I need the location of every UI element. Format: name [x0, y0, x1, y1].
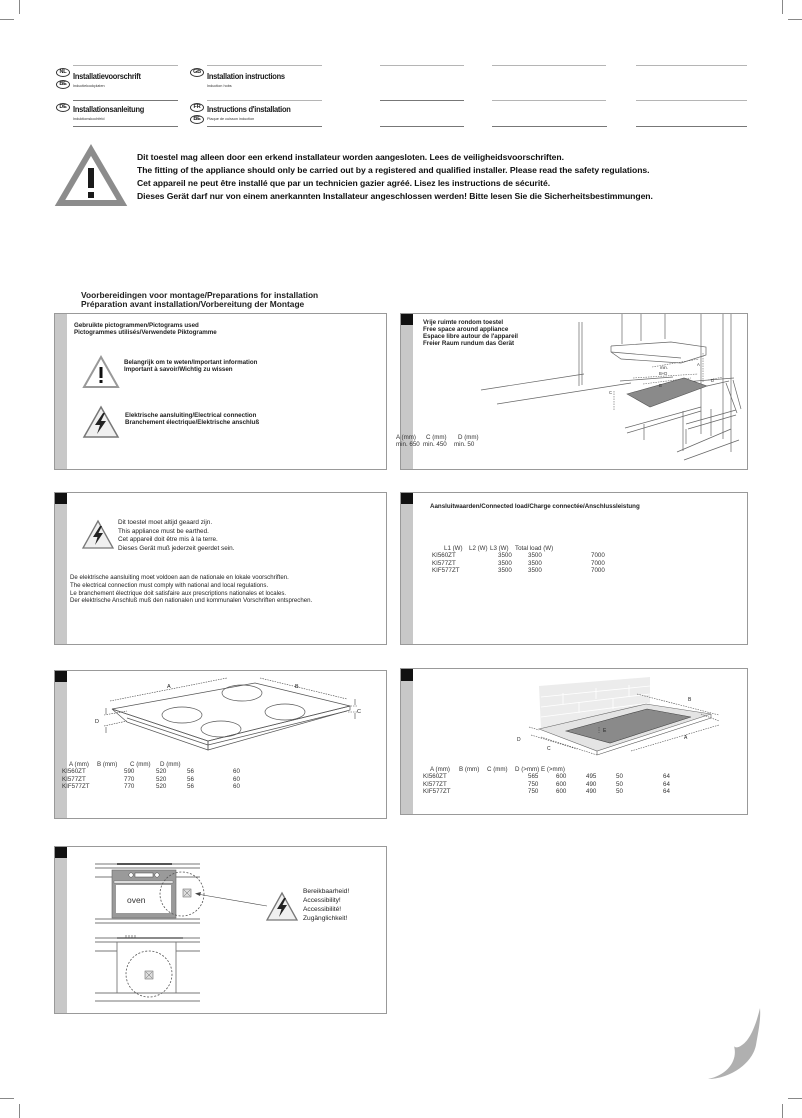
load-heading: Aansluitwaarden/Connected load/Charge connectée/Anschlussleistung [430, 503, 640, 510]
dimensions-panel [54, 670, 387, 819]
cutout-table: A (mm) B (mm) C (mm) D (>mm) E (>mm) KI560ZT 565 600 495 50 64 KI577ZT 750 600 490 50 64 KIF577ZT 750 600 490 50 64 [423, 766, 743, 796]
header-subtitle-nl: Inductiekookplaten [73, 84, 105, 88]
svg-text:C: C [609, 390, 613, 395]
load-panel [400, 492, 748, 645]
table-row: KIF577ZT 770 520 56 60 [62, 783, 240, 791]
table-row: KI577ZT 770 520 56 60 [62, 775, 240, 783]
header-subtitle-de: Induktionskochfeld [73, 117, 105, 121]
important-info-label: Belangrijk om te weten/Important information Important à savoir/Wichtig zu wissen [124, 359, 258, 373]
accessibility-diagram [55, 847, 388, 1015]
language-badge-nl: NL [56, 68, 70, 77]
svg-text:B: B [295, 684, 299, 690]
load-table: L1 (W) L2 (W) L3 (W) Total load (W) KI560ZT 3500 3500 7000 KI577ZT 3500 3500 7000 KIF577ZT 3500 3500 7000 [432, 545, 732, 575]
svg-text:C: C [357, 709, 361, 715]
regulations-text: De elektrische aansluiting moet voldoen aan de nationale en lokale voorschriften. The electrical connection must comply with national and local regulations. Le branchement électrique doit satisfaire aux prescriptions nationales et locales. Der elektrische Anschluß muß den nationalen und kommunalen Vorschriften entsprechen. [70, 574, 313, 605]
warning-triangle-icon [82, 355, 120, 389]
table-row: KI577ZT 3500 3500 7000 [432, 559, 605, 567]
svg-text:A: A [167, 684, 171, 690]
crop-mark [788, 1098, 802, 1099]
language-badge-be: BE [190, 115, 204, 124]
crop-mark [0, 1098, 14, 1099]
crop-mark [0, 19, 14, 20]
header-title-nl: Installatievoorschrift [73, 71, 141, 81]
table-row: KI560ZT 590 520 56 60 [62, 768, 240, 776]
electric-hazard-icon [82, 405, 120, 439]
svg-text:A: A [697, 362, 700, 367]
table-row: KIF577ZT 3500 3500 7000 [432, 567, 605, 575]
crop-mark [19, 1104, 20, 1118]
safety-warning-text: Dit toestel mag alleen door een erkend installateur worden aangesloten. Lees de veiligheidsvoorschriften. The fitting of the appliance should only be carried out by a registered and qualified installer. Please read the safety regulations. Cet appareil ne peut être installé que par un technicien gazier agréé. Lisez les instructions de sécurité. Dieses Gerät darf nur von einem anerkannten Installateur angeschlossen werden! Bitte lesen Sie die Sicherheitsbestimmungen. [137, 152, 653, 201]
svg-text:E: E [603, 728, 607, 734]
svg-text:B: B [659, 383, 662, 388]
crop-mark [782, 0, 783, 14]
language-badge-fr: FR [190, 103, 204, 112]
cutout-panel [400, 668, 748, 815]
svg-text:C: C [547, 746, 551, 752]
svg-text:min.: min. [660, 365, 668, 370]
electric-hazard-icon [82, 520, 114, 550]
pictograms-panel [54, 313, 387, 470]
crop-mark [19, 0, 20, 14]
svg-text:D: D [517, 737, 521, 743]
electrical-connection-label: Elektrische aansluiting/Electrical connection Branchement électrique/Elektrische anschluß [125, 412, 260, 426]
dimensions-table: A (mm) B (mm) C (mm) D (mm) KI560ZT 590 520 56 60 KI577ZT 770 520 56 60 KIF577ZT 770 520 56 60 [62, 761, 362, 791]
svg-text:oven: oven [127, 895, 146, 905]
header-subtitle-fr: Plaque de cuisson induction [207, 117, 255, 121]
earthing-panel [54, 492, 387, 645]
table-row: KI577ZT 750 600 490 50 64 [423, 780, 670, 788]
warning-triangle-icon [56, 146, 126, 206]
svg-text:B+D: B+D [659, 371, 668, 376]
clearance-heading: Vrije ruimte rondom toestel Free space around appliance Espace libre autour de l'appareil Freier Raum rundum das Gerät [423, 319, 519, 347]
svg-text:D: D [95, 719, 99, 725]
svg-text:D: D [711, 378, 715, 383]
brand-logo-swoosh [700, 1005, 770, 1085]
table-row: KI560ZT 565 600 495 50 64 [423, 773, 670, 781]
section-title: Voorbereidingen voor montage/Preparations for installation Préparation avant installation/Vorbereitung der Montage [81, 290, 319, 309]
header-title-fr: Instructions d'installation [207, 104, 291, 114]
crop-mark [788, 19, 802, 20]
language-badge-de: DE [56, 103, 70, 112]
pictograms-heading: Gebruikte pictogrammen/Pictograms used Pictogrammes utilisés/Verwendete Piktogramme [74, 322, 217, 336]
language-badge-gb: GB [190, 68, 204, 77]
accessibility-panel [54, 846, 387, 1014]
svg-text:B: B [688, 697, 692, 703]
clearance-table: A (mm) C (mm) D (mm) min. 650 min. 450 min. 50 [396, 434, 479, 449]
earthing-warning: Dit toestel moet altijd geaard zijn. This appliance must be earthed. Cet appareil doit être mis à la terre. Dieses Gerät muß jederzeit geerdet sein. [118, 519, 235, 553]
clearance-panel [396, 313, 748, 470]
hob-dimensions-diagram [55, 671, 388, 820]
table-row: KIF577ZT 750 600 490 50 64 [423, 788, 670, 796]
header-title-gb: Installation instructions [207, 71, 285, 81]
crop-mark [782, 1104, 783, 1118]
electric-hazard-icon [266, 892, 298, 922]
table-row: KI560ZT 3500 3500 7000 [432, 552, 605, 560]
language-badge-be: BE [56, 80, 70, 89]
accessibility-warning: Bereikbaarheid! Accessibility! Accessibilité! Zugänglichkeit! [303, 888, 350, 922]
svg-text:A: A [684, 735, 688, 741]
header-subtitle-gb: Induction hobs [207, 84, 232, 88]
header-title-de: Installationsanleitung [73, 104, 145, 114]
